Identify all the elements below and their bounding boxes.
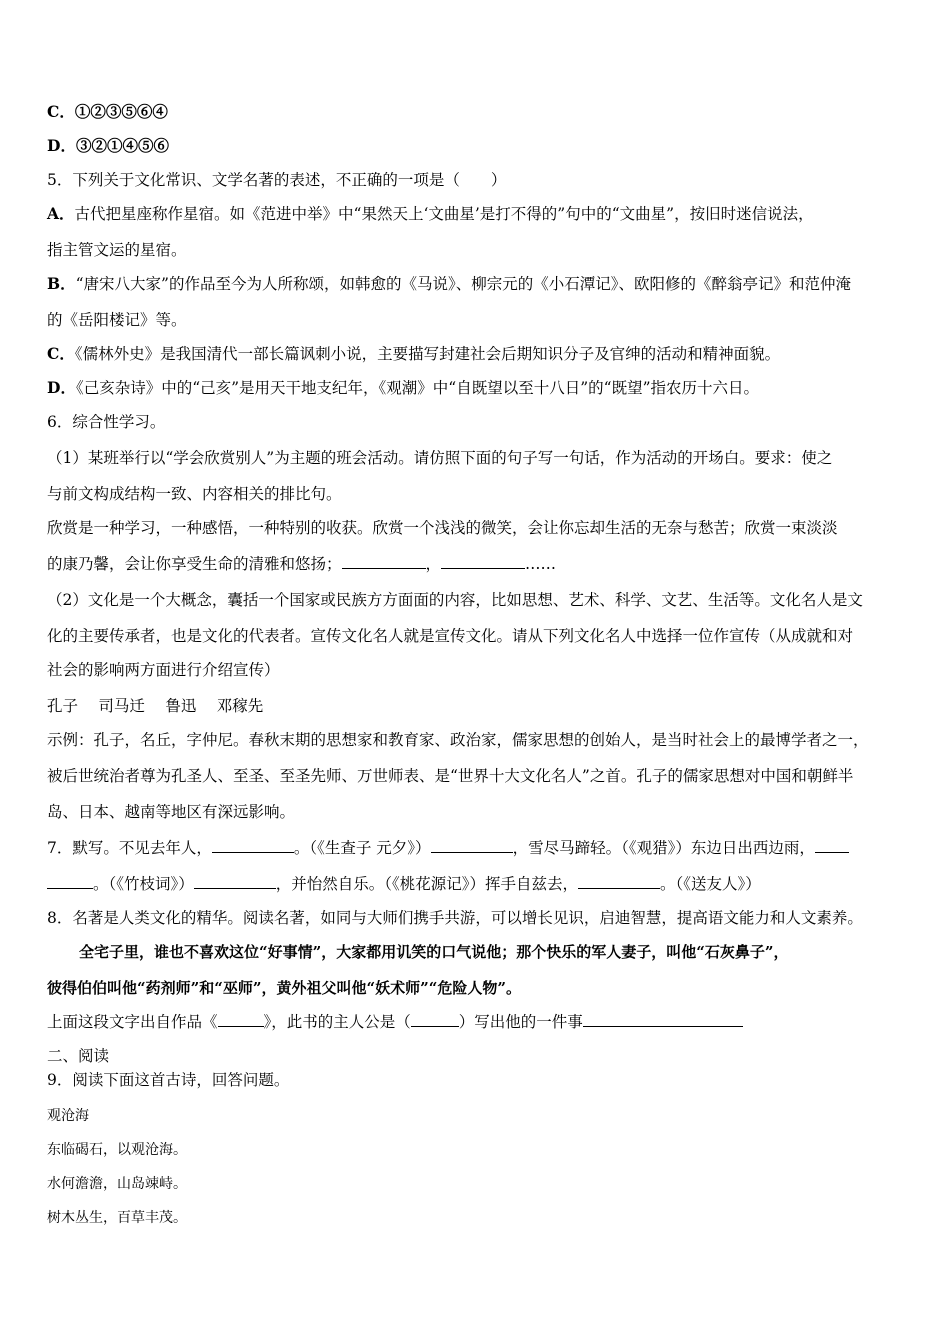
q5-option-d: D．《己亥杂诗》中的“己亥”是用天干地支纪年，《观潮》中“自既望以至十八日”的“既望”指农历十六日。 [47,378,760,397]
answer-blank[interactable] [218,1012,264,1027]
section-title: 二、阅读 [47,1047,110,1065]
q8-stem: 8．名著是人类文化的精华。阅读名著，如同与大师们携手共游，可以增长见识，启迪智慧，提高语文能力和人文素养。 [47,909,863,927]
q8-quote-line1: 全宅子里，谁也不喜欢这位“好事情”，大家都用讥笑的口气说他；那个快乐的军人妻子，叫他“石灰鼻子”， [79,943,789,961]
q6-part2-line3: 社会的影响两方面进行介绍宣传） [47,661,280,679]
answer-blank[interactable] [583,1012,743,1027]
q6-part1-line2: 与前文构成结构一致、内容相关的排比句。 [47,485,342,503]
q6-stem: 6．综合性学习。 [47,413,166,431]
q7-line2: 。（《竹枝词》） ，并怡然自乐。（《桃花源记》）挥手自兹去， 。（《送友人》） [47,874,761,894]
poem-line: 树木丛生，百草丰茂。 [47,1210,187,1226]
q5-option-a: A．古代把星座称作星宿。如《范进中举》中“果然天上‘文曲星’是打不得的”句中的“文曲星”，按旧时迷信说法， [47,204,814,223]
q6-example-line1: 欣赏是一种学习，一种感悟，一种特别的收获。欣赏一个浅浅的微笑，会让你忘却生活的无奈与愁苦；欣赏一束淡淡 [47,519,838,537]
q5-option-c: C．《儒林外史》是我国清代一部长篇讽刺小说，主要描写封建社会后期知识分子及官绅的活动和精神面貌。 [47,344,781,363]
answer-blank[interactable] [411,1012,459,1027]
answer-blank[interactable] [194,874,276,889]
answer-blank[interactable] [212,838,294,853]
q5-option-b-cont: 的《岳阳楼记》等。 [47,311,187,329]
answer-blank[interactable] [431,838,513,853]
q5-stem: 5．下列关于文化常识、文学名著的表述，不正确的一项是（ ） [47,171,507,189]
q6-names: 孔子 司马迁 鲁迅 邓稼先 [47,697,264,715]
q6-part1-line1: （1）某班举行以“学会欣赏别人”为主题的班会活动。请仿照下面的句子写一句话，作为活动的开场白。要求：使之 [47,449,833,467]
poem-title: 观沧海 [47,1108,89,1124]
q6-part2-line2: 化的主要传承者，也是文化的代表者。宣传文化名人就是宣传文化。请从下列文化名人中选择一位作宣传（从成就和对 [47,627,854,645]
q6-sample-line3: 岛、日本、越南等地区有深远影响。 [47,803,296,821]
answer-blank[interactable] [47,874,93,889]
q6-sample-line1: 示例：孔子，名丘，字仲尼。春秋末期的思想家和教育家、政治家，儒家思想的创始人，是当时社会上的最博学者之一， [47,731,869,749]
poem-line: 东临碣石，以观沧海。 [47,1142,187,1158]
q8-quote-line2: 彼得伯伯叫他“药剂师”和“巫师”，黄外祖父叫他“妖术师”“危险人物”。 [47,979,522,997]
answer-blank[interactable] [815,838,849,853]
answer-blank[interactable] [441,554,525,569]
option-d-prev: D．③②①④⑤⑥ [47,136,169,155]
q7-line1: 7．默写。不见去年人， 。（《生查子 元夕》） ，雪尽马蹄轻。（《观猎》）东边日出西边雨， [47,838,849,858]
q8-question: 上面这段文字出自作品《 》，此书的主人公是（ ）写出他的一件事 [47,1012,743,1032]
q5-option-a-cont: 指主管文运的星宿。 [47,241,187,259]
q6-sample-line2: 被后世统治者尊为孔圣人、至圣、至圣先师、万世师表、是“世界十大文化名人”之首。孔子的儒家思想对中国和朝鲜半 [47,767,854,785]
q6-part2-line1: （2）文化是一个大概念，囊括一个国家或民族方方面面的内容，比如思想、艺术、科学、文艺、生活等。文化名人是文 [47,591,863,609]
answer-blank[interactable] [342,554,426,569]
q6-example-line2: 的康乃馨，会让你享受生命的清雅和悠扬； ， …… [47,555,557,573]
q9-stem: 9．阅读下面这首古诗，回答问题。 [47,1071,290,1089]
q5-option-b: B．“唐宋八大家”的作品至今为人所称颂，如韩愈的《马说》、柳宗元的《小石潭记》、欧阳修的《醉翁亭记》和范仲淹 [47,274,851,293]
poem-line: 水何澹澹，山岛竦峙。 [47,1176,187,1192]
option-c-prev: C．①②③⑤⑥④ [47,102,168,121]
answer-blank[interactable] [578,874,660,889]
